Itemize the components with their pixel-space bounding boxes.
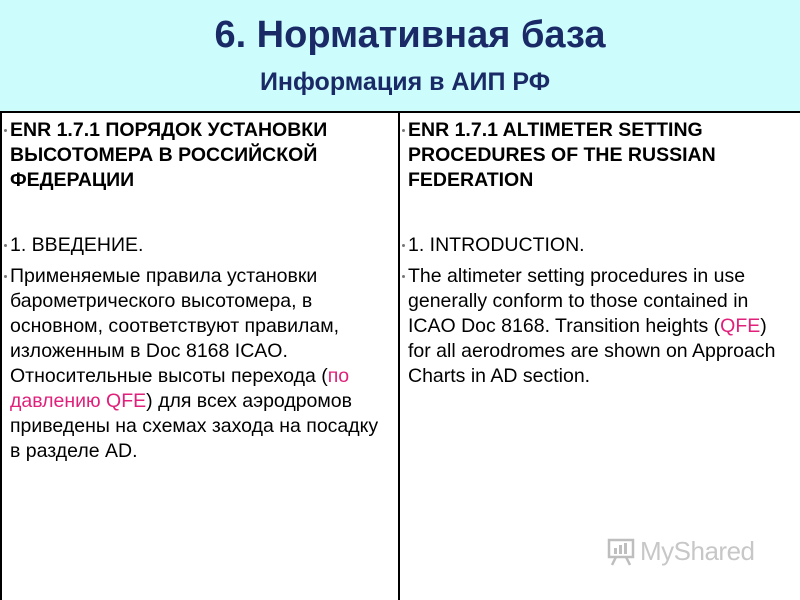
watermark-text: MyShared [640,536,755,566]
bullet-icon [4,244,7,247]
russian-highlight: по давлению QFE [10,365,350,412]
slide-title: 6. Нормативная база [214,14,606,56]
comparison-table [0,111,800,600]
russian-body [10,264,390,464]
russian-heading-text: ENR 1.7.1 ПОРЯДОК УСТАНОВКИ ВЫСОТОМЕРА В РОССИЙСКОЙ ФЕДЕРАЦИИ [10,119,328,191]
bullet-icon [402,244,405,247]
english-column [400,113,800,600]
russian-body-tail: ) для всех аэродромов приведены на схемах захода на посадку в разделе AD. [10,390,379,462]
russian-column [2,113,400,600]
english-heading [408,118,792,193]
presentation-board-icon [606,537,636,567]
english-body-tail: ) for all aerodromes are shown on Approach Charts in AD section. [408,315,776,387]
english-section-title [408,233,792,258]
russian-body-text: Применяемые правила установки барометрического высотомера, в основном, соответствуют правилам, изложенным в Doc 8168 ICAO. Относительные высоты перехода ( [10,265,340,387]
english-highlight: QFE [720,315,761,337]
english-section-text: 1. INTRODUCTION. [408,234,585,256]
english-body [408,264,792,389]
english-heading-text: ENR 1.7.1 ALTIMETER SETTING PROCEDURES OF THE RUSSIAN FEDERATION [408,119,716,191]
russian-section-title [10,233,390,258]
bullet-icon [4,129,7,132]
bullet-icon [402,275,405,278]
russian-heading [10,118,390,193]
russian-section-text: 1. ВВЕДЕНИЕ. [10,234,144,256]
bullet-icon [4,275,7,278]
bullet-icon [402,129,405,132]
english-body-text: The altimeter setting procedures in use generally conform to those contained in ICAO Doc 8168. Transition heights ( [408,265,749,337]
slide-subtitle: Информация в АИП РФ [259,68,551,96]
watermark [606,536,755,567]
